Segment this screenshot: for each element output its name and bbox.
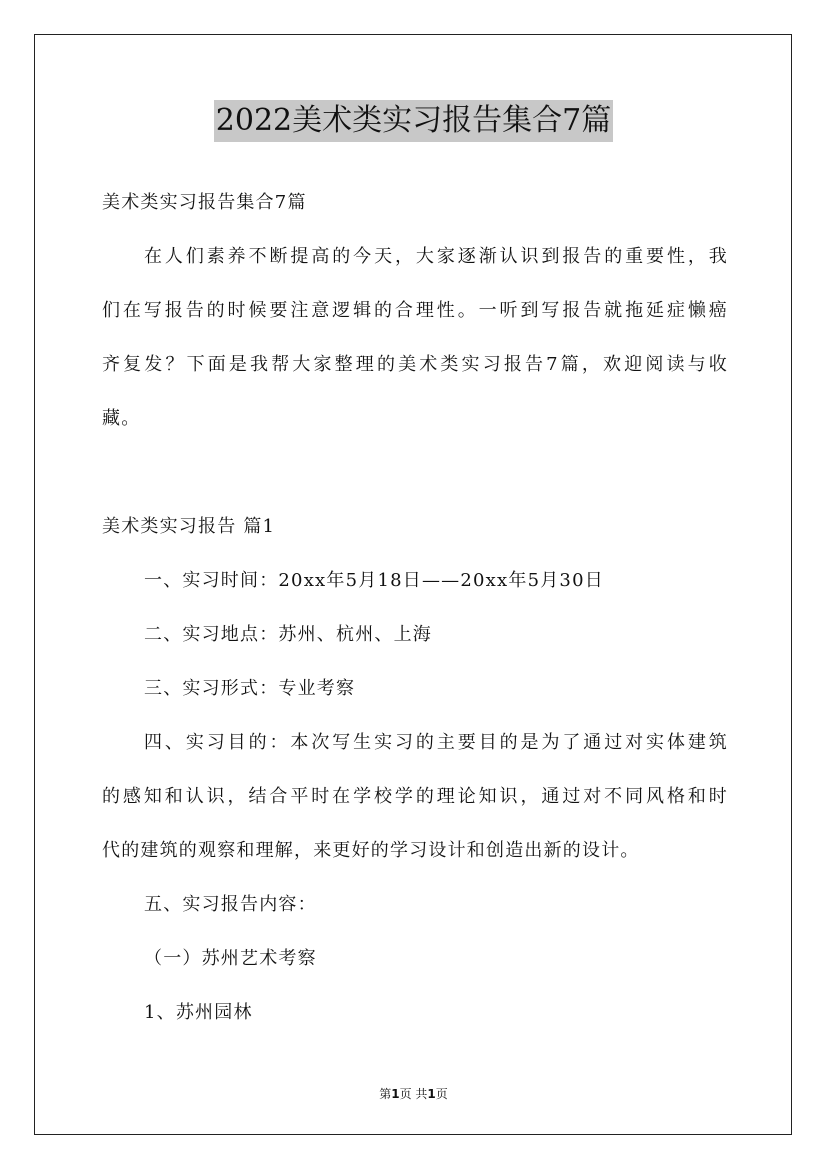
footer-total-pages: 1 (427, 1087, 436, 1101)
section-heading: 美术类实习报告 篇1 (102, 516, 276, 537)
item-form: 三、实习形式：专业考察 (144, 678, 356, 699)
item-place: 二、实习地点：苏州、杭州、上海 (144, 624, 432, 645)
footer-page-suffix: 页 (435, 1087, 448, 1101)
item-content: 五、实习报告内容： (144, 894, 317, 915)
intro-line-3: 齐复发？下面是我帮大家整理的美术类实习报告7篇，欢迎阅读与收 (102, 354, 728, 375)
purpose-line-2: 的感知和认识，结合平时在学校学的理论知识，通过对不同风格和时 (102, 786, 728, 807)
footer-page-number: 1 (391, 1087, 400, 1101)
purpose-line-3: 代的建筑的观察和理解，来更好的学习设计和创造出新的设计。 (102, 840, 640, 861)
intro-line-1: 在人们素养不断提高的今天，大家逐渐认识到报告的重要性，我 (144, 246, 728, 267)
sub-heading-1: （一）苏州艺术考察 (144, 948, 317, 969)
intro-line-2: 们在写报告的时候要注意逻辑的合理性。一听到写报告就拖延症懒癌 (102, 300, 728, 321)
item-time: 一、实习时间：20xx年5月18日——20xx年5月30日 (144, 570, 604, 591)
footer-page-mid: 页 共 (399, 1087, 428, 1101)
purpose-line-1: 四、实习目的：本次写生实习的主要目的是为了通过对实体建筑 (144, 732, 728, 753)
page-footer (0, 1085, 827, 1102)
document-title: 2022美术类实习报告集合7篇 (214, 100, 613, 142)
spacer (102, 446, 728, 500)
sub-heading-1-1: 1、苏州园林 (144, 1002, 253, 1023)
intro-line-4: 藏。 (102, 408, 141, 429)
subtitle: 美术类实习报告集合7篇 (102, 192, 307, 213)
document-body (102, 176, 728, 1040)
title-wrap (0, 100, 827, 142)
footer-page-prefix: 第 (379, 1087, 392, 1101)
